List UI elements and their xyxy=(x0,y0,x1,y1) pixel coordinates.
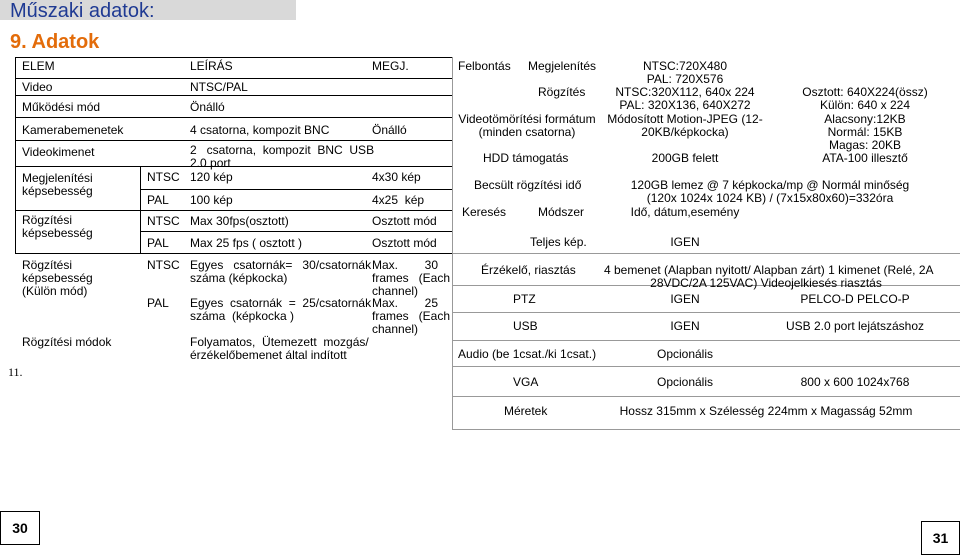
page-number-right xyxy=(921,521,960,555)
row-label-kamera: Kamerabemenetek xyxy=(22,123,124,137)
rt-rogzites: Rögzítés xyxy=(538,85,586,99)
row-value-kamera: 4 csatorna, kompozit BNC xyxy=(190,123,330,137)
sub-ntsc: NTSC xyxy=(147,214,180,228)
value-kulon-ntsc-1: Egyes csatornák= 30/csatornák xyxy=(190,258,372,272)
rt-erzekelo-value-1: 4 bemenet (Alapban nyitott/ Alapban zárt) 1 kimenet (Relé, 2A xyxy=(604,263,934,277)
rt-ptz-value: IGEN xyxy=(670,292,700,306)
rt-rog-note-2: Külön: 640 x 224 xyxy=(819,98,911,112)
rt-tom-value-1: Módosított Motion-JPEG (12- xyxy=(607,112,763,126)
sub-pal: PAL xyxy=(147,236,169,250)
rt-tom-value-2: 20KB/képkocka) xyxy=(641,125,729,139)
page-number-left-text: 30 xyxy=(12,520,28,536)
rt-vga-value: Opcionális xyxy=(656,375,714,389)
row-value-modok-1: Folyamatos, Ütemezett mozgás/ xyxy=(190,335,369,349)
note-rog-pal: Osztott mód xyxy=(372,236,437,250)
rt-audio-value: Opcionális xyxy=(656,347,714,361)
rt-ptz-note: PELCO-D PELCO-P xyxy=(800,292,910,306)
rt-tom-note-1: Alacsony:12KB xyxy=(824,112,906,126)
value-rog-ntsc: Max 30fps(osztott) xyxy=(190,214,289,228)
rt-usb: USB xyxy=(513,319,538,333)
rt-modszer: Módszer xyxy=(538,205,585,219)
value-kulon-pal-2: száma (képkocka ) xyxy=(190,309,295,323)
rt-vga: VGA xyxy=(513,375,539,389)
note-megj-ntsc: 4x30 kép xyxy=(372,170,421,184)
sub-pal: PAL xyxy=(147,193,169,207)
page-number-right-text: 31 xyxy=(932,530,949,546)
rt-teljes: Teljes kép. xyxy=(530,235,587,249)
note-kulon-pal-1: Max. 25 xyxy=(372,296,439,310)
row-value-mukodesi: Önálló xyxy=(190,100,225,114)
rt-meretek: Méretek xyxy=(504,404,548,418)
col-header-leiras: LEÍRÁS xyxy=(190,59,233,73)
rt-megj-value-1: NTSC:720X480 xyxy=(642,59,728,73)
section-title: 9. Adatok xyxy=(10,31,100,53)
rt-becsult-value-1: 120GB lemez @ 7 képkocka/mp @ Normál minőség xyxy=(630,178,910,192)
note-kulon-ntsc-3: channel) xyxy=(372,284,419,298)
sub-pal: PAL xyxy=(147,296,169,310)
note-kulon-pal-3: channel) xyxy=(372,322,419,336)
rt-hdd: HDD támogatás xyxy=(483,151,569,165)
rt-tomorites-2: (minden csatorna) xyxy=(478,125,576,139)
row-label-rogzitesi-1: Rögzítési xyxy=(22,213,73,227)
row-value-modok-2: érzékelőbemenet által indított xyxy=(190,348,347,362)
value-megj-ntsc: 120 kép xyxy=(190,170,233,184)
row-value-videokimenet-2: 2.0 port xyxy=(190,156,231,170)
rt-teljes-value: IGEN xyxy=(670,235,700,249)
rt-usb-value: IGEN xyxy=(670,319,700,333)
col-header-megj: MEGJ. xyxy=(372,59,409,73)
col-header-elem: ELEM xyxy=(22,59,55,73)
rt-rog-value-2: PAL: 320X136, 640X272 xyxy=(619,98,751,112)
rt-ptz: PTZ xyxy=(513,292,536,306)
row-label-mukodesi: Működési mód xyxy=(22,100,101,114)
value-rog-pal: Max 25 fps ( osztott ) xyxy=(190,236,303,250)
rt-tom-note-3: Magas: 20KB xyxy=(828,138,902,152)
row-value-video: NTSC/PAL xyxy=(190,80,248,94)
note-rog-ntsc: Osztott mód xyxy=(372,214,437,228)
page-number-left xyxy=(0,511,40,545)
row-label-modok: Rögzítési módok xyxy=(22,335,112,349)
rt-kereses: Keresés xyxy=(462,205,507,219)
row-note-kamera: Önálló xyxy=(372,123,407,137)
row-value-videokimenet-1: 2 csatorna, kompozit BNC USB xyxy=(190,143,375,157)
note-kulon-ntsc-2: frames (Each xyxy=(372,271,451,285)
row-label-megjelenitesi-1: Megjelenítési xyxy=(22,171,93,185)
rt-usb-note: USB 2.0 port lejátszáshoz xyxy=(785,319,925,333)
page-title: Műszaki adatok: xyxy=(10,0,155,22)
rt-vga-note: 800 x 600 1024x768 xyxy=(800,375,910,389)
rt-tomorites-1: Videotömörítési formátum xyxy=(458,112,596,126)
rt-audio: Audio (be 1csat./ki 1csat.) xyxy=(458,347,597,361)
rt-erzekelo: Érzékelő, riasztás xyxy=(481,263,576,277)
rt-hdd-note: ATA-100 illesztő xyxy=(822,151,908,165)
row-label-kulon-3: (Külön mód) xyxy=(22,284,88,298)
rt-tom-note-2: Normál: 15KB xyxy=(827,125,903,139)
rt-megj-value-2: PAL: 720X576 xyxy=(646,72,724,86)
row-label-megjelenitesi-2: képsebesség xyxy=(22,184,93,198)
row-label-rogzitesi-2: képsebesség xyxy=(22,226,93,240)
rt-felbontas: Felbontás xyxy=(458,59,511,73)
sub-ntsc: NTSC xyxy=(147,258,180,272)
row-label-kulon-1: Rögzítési xyxy=(22,258,73,272)
rt-becsult: Becsült rögzítési idő xyxy=(474,178,582,192)
row-label-kulon-2: képsebesség xyxy=(22,271,93,285)
sub-ntsc: NTSC xyxy=(147,170,180,184)
value-megj-pal: 100 kép xyxy=(190,193,233,207)
row-label-video: Video xyxy=(22,80,53,94)
rt-becsult-value-2: (120x 1024x 1024 KB) / (7x15x80x60)=332óra xyxy=(646,191,894,205)
note-megj-pal: 4x25 kép xyxy=(372,193,425,207)
rt-megjelenites: Megjelenítés xyxy=(528,59,597,73)
rt-erzekelo-value-2: 28VDC/2A 125VAC) Videojelkiesés riasztás xyxy=(650,276,882,290)
note-kulon-pal-2: frames (Each xyxy=(372,309,451,323)
row-label-videokimenet: Videokimenet xyxy=(22,145,95,159)
rt-modszer-value: Idő, dátum,esemény xyxy=(630,205,740,219)
footnote-number: 11. xyxy=(8,365,23,379)
value-kulon-pal-1: Egyes csatornák = 25/csatornák xyxy=(190,296,372,310)
rt-rog-value-1: NTSC:320X112, 640x 224 xyxy=(615,85,755,99)
note-kulon-ntsc-1: Max. 30 xyxy=(372,258,439,272)
rt-meretek-value: Hossz 315mm x Szélesség 224mm x Magasság 52mm xyxy=(619,404,913,418)
value-kulon-ntsc-2: száma (képkocka) xyxy=(190,271,288,285)
rt-hdd-value: 200GB felett xyxy=(651,151,719,165)
rt-rog-note-1: Osztott: 640X224(össz) xyxy=(802,85,928,99)
